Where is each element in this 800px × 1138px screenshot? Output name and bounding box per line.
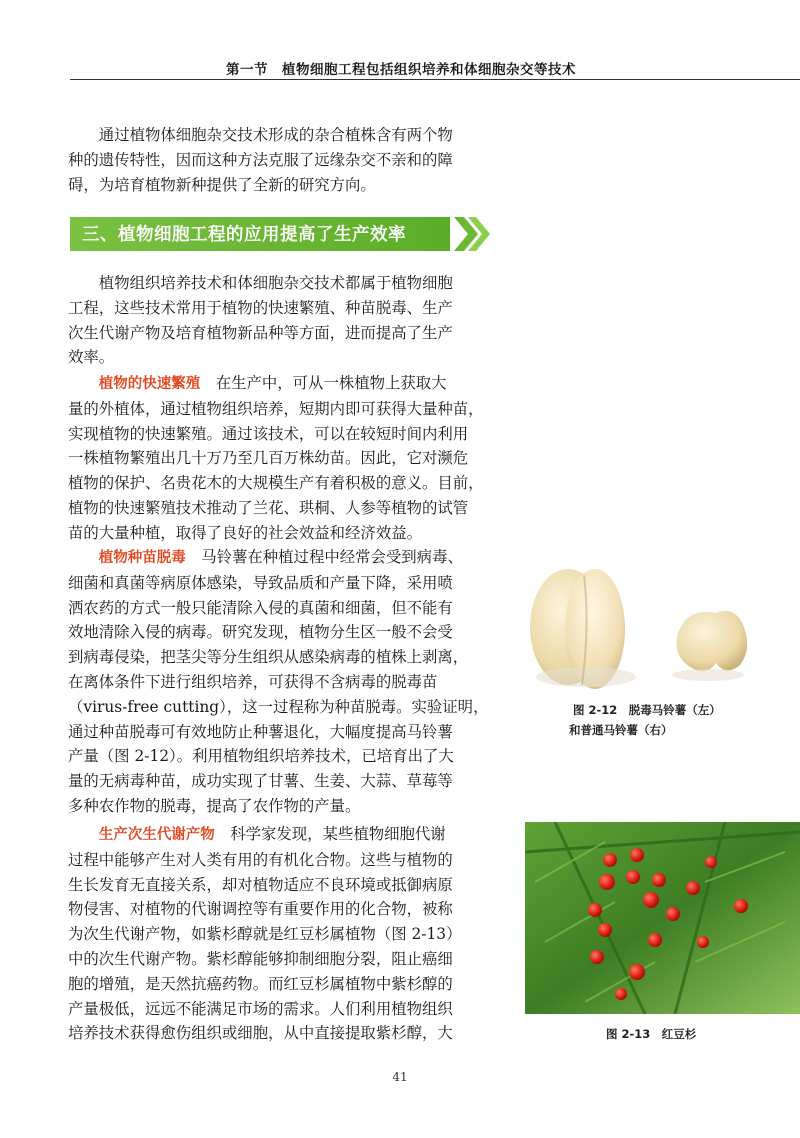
figure-potatoes-photo xyxy=(520,545,782,695)
text-line xyxy=(68,371,491,397)
text-line: 培养技术获得愈伤组织或细胞，从中直接提取紫杉醇，大 xyxy=(68,1024,453,1043)
text-line: 胞的增殖，是天然抗癌药物。而红豆杉属植物中紫杉醇的 xyxy=(68,974,453,993)
text-line: 中的次生代谢产物。紫杉醇能够抑制细胞分裂，阻止癌细 xyxy=(68,949,453,968)
text-line: 效率。 xyxy=(68,348,115,367)
text-line: 量的外植体，通过植物组织培养，短期内即可获得大量种苗， xyxy=(68,399,484,418)
text-line: 多种农作物的脱毒，提高了农作物的产量。 xyxy=(68,796,361,815)
text-line: 生长发育无直接关系，却对植物适应不良环境或抵御病原 xyxy=(68,875,453,894)
text-line: 工程，这些技术常用于植物的快速繁殖、种苗脱毒、生产 xyxy=(68,298,453,317)
text-line: 洒农药的方式一般只能清除入侵的真菌和细菌，但不能有 xyxy=(68,598,453,617)
section-heading: 三、植物细胞工程的应用提高了生产效率 xyxy=(82,225,406,245)
text-line: 物侵害、对植物的代谢调控等有重要作用的化合物，被称 xyxy=(68,900,453,919)
text-line: 细菌和真菌等病原体感染，导致品质和产量下降，采用喷 xyxy=(68,573,453,592)
section-heading-banner xyxy=(70,217,489,251)
text-line: 种的遗传特性，因而这种方法克服了远缘杂交不亲和的障 xyxy=(68,150,453,169)
text-line: 量的无病毒种苗，成功实现了甘薯、生姜、大蒜、草莓等 xyxy=(68,772,453,791)
text-line: 通过植物体细胞杂交技术形成的杂合植株含有两个物 xyxy=(98,126,453,144)
text-line: 产量（图 2-12）。利用植物组织培养技术，已培育出了大 xyxy=(68,747,454,766)
keyword-virus-free: 植物种苗脱毒 xyxy=(98,550,186,566)
double-chevron-icon xyxy=(454,217,490,251)
text-line: 实现植物的快速繁殖。通过该技术，可以在较短时间内利用 xyxy=(68,424,469,443)
text-line: 到病毒侵染，把茎尖等分生组织从感染病毒的植株上剥离， xyxy=(68,648,469,667)
text-line: 为次生代谢产物，如紫杉醇就是红豆杉属植物（图 2-13） xyxy=(68,925,462,944)
text-line: 在离体条件下进行组织培养，可获得不含病毒的脱毒苗 xyxy=(68,672,438,691)
figure-2-12-caption xyxy=(569,700,721,740)
keyword-secondary-metabolites: 生产次生代谢产物 xyxy=(98,827,215,843)
text-line: （virus-free cutting），这一过程称为种苗脱毒。实验证明， xyxy=(68,697,489,716)
figure-yew-photo xyxy=(525,822,800,1014)
text-span: 科学家发现，某些植物细胞代谢 xyxy=(230,825,446,843)
potatoes-illustration xyxy=(520,545,782,695)
text-line xyxy=(68,545,491,571)
text-line: 产量极低，远远不能满足市场的需求。人们利用植物组织 xyxy=(68,999,453,1018)
text-line: 植物的保护、名贵花木的大规模生产有着积极的意义。目前， xyxy=(68,474,484,493)
text-line: 过程中能够产生对人类有用的有机化合物。这些与植物的 xyxy=(68,850,453,869)
text-span: 马铃薯在种植过程中经常会受到病毒、 xyxy=(201,548,463,566)
virus-free-paragraph xyxy=(68,545,491,819)
keyword-rapid-propagation: 植物的快速繁殖 xyxy=(98,376,201,392)
text-line: 碍，为培育植物新种提供了全新的研究方向。 xyxy=(68,175,376,194)
running-header-title: 第一节 植物细胞工程包括组织培养和体细胞杂交等技术 xyxy=(226,62,576,78)
text-line: 植物的快速繁殖技术推动了兰花、珙桐、人参等植物的试管 xyxy=(68,498,469,517)
text-line: 一株植物繁殖出几十万乃至几百万株幼苗。因此，它对濒危 xyxy=(68,449,469,468)
caption-line: 图 2-12 脱毒马铃薯（左） xyxy=(573,703,721,717)
text-line: 植物组织培养技术和体细胞杂交技术都属于植物细胞 xyxy=(98,274,453,292)
intro-paragraph xyxy=(68,123,491,197)
text-line xyxy=(68,822,491,848)
text-line: 通过种苗脱毒可有效地防止种薯退化，大幅度提高马铃薯 xyxy=(68,722,453,741)
text-span: 在生产中，可从一株植物上获取大 xyxy=(215,374,447,392)
secondary-metabolites-paragraph xyxy=(68,822,491,1046)
section-intro-paragraph xyxy=(68,271,491,370)
yew-illustration xyxy=(525,822,800,1014)
rapid-propagation-paragraph xyxy=(68,371,491,546)
header-rule xyxy=(70,79,800,80)
text-line: 次生代谢产物及培育植物新品种等方面，进而提高了生产 xyxy=(68,323,453,342)
figure-2-13-caption: 图 2-13 红豆杉 xyxy=(606,1027,697,1041)
text-line: 效地清除入侵的病毒。研究发现，植物分生区一般不会受 xyxy=(68,623,453,642)
running-header xyxy=(0,52,800,84)
page-number: 41 xyxy=(392,1070,408,1084)
caption-line: 和普通马铃薯（右） xyxy=(569,723,673,737)
text-line: 苗的大量种植，取得了良好的社会效益和经济效益。 xyxy=(68,523,422,542)
